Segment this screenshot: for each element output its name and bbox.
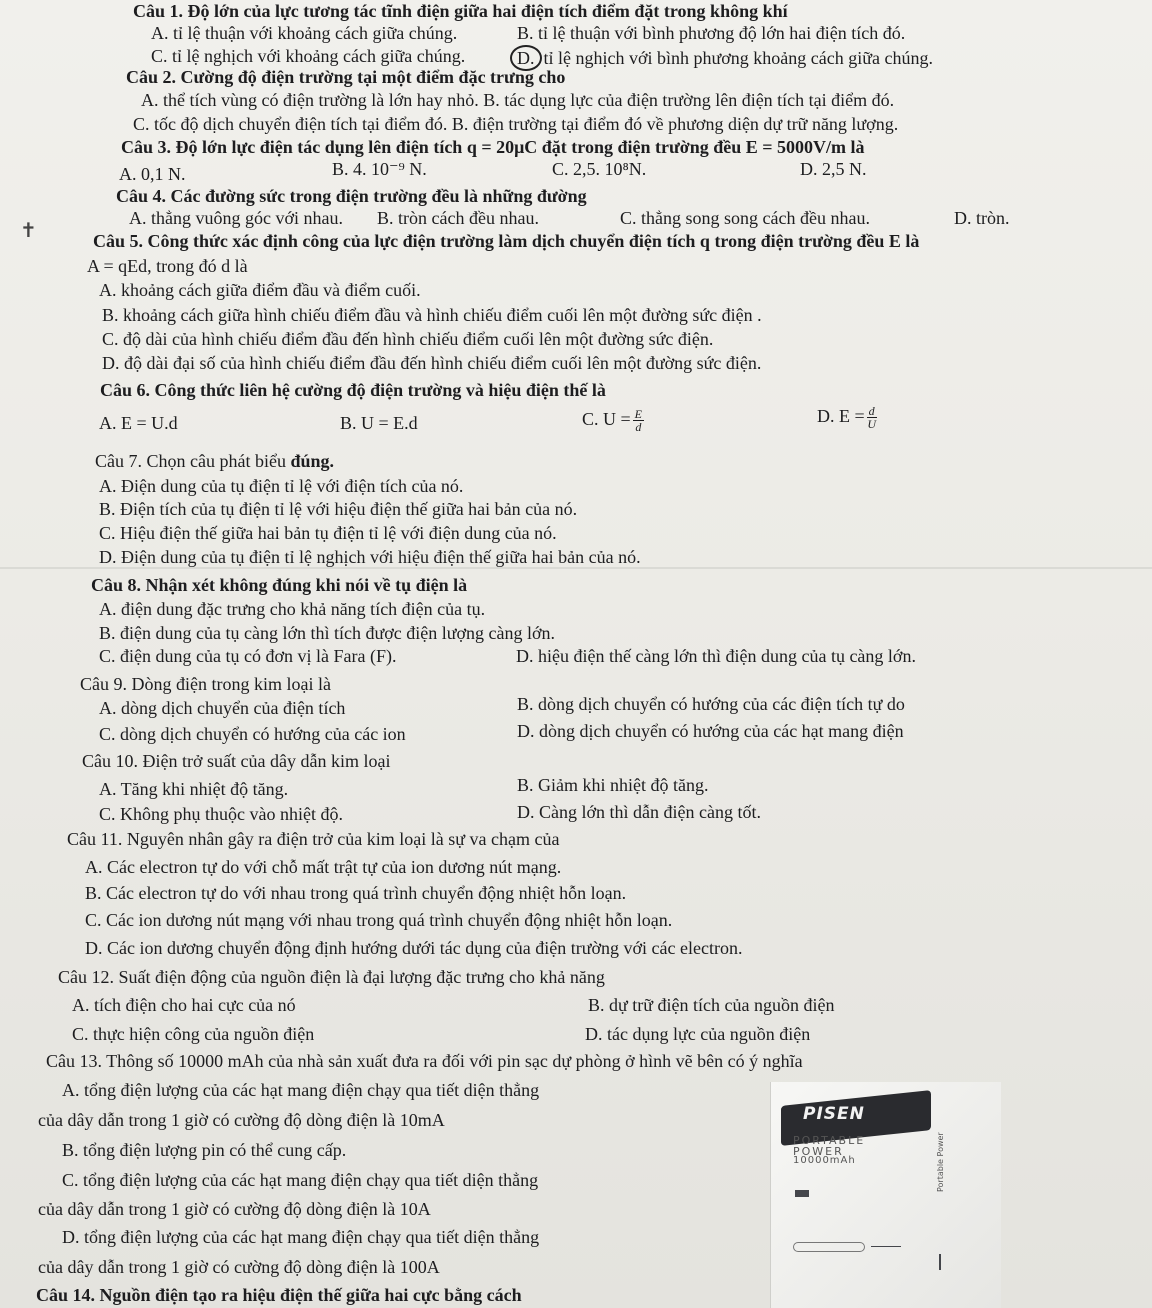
q2-options-ab: A. thể tích vùng có điện trường là lớn hay nhỏ. B. tác dụng lực của điện trường lên điện tích tại điểm đó. — [141, 90, 895, 110]
q10-option-c: C. Không phụ thuộc vào nhiệt độ. — [99, 804, 343, 824]
q5-option-b: B. khoảng cách giữa hình chiếu điểm đầu và hình chiếu điểm cuối lên một đường sức điện . — [102, 305, 762, 325]
power-bank-image — [770, 1082, 1001, 1308]
q10-option-d: D. Càng lớn thì dẫn điện càng tốt. — [517, 802, 761, 822]
q11-option-c: C. Các ion dương nút mạng với nhau trong quá trình chuyển động nhiệt hỗn loạn. — [85, 910, 673, 930]
power-bank-label-power: POWER — [793, 1145, 844, 1158]
q2-options-cd: C. tốc độ dịch chuyển điện tích tại điểm đó. B. điện trường tại điểm đó về phương diện dự trữ năng lượng. — [133, 114, 899, 134]
q8-stem: Câu 8. Nhận xét không đúng khi nói về tụ điện là — [91, 575, 468, 595]
q13-option-b: B. tổng điện lượng pin có thể cung cấp. — [62, 1140, 347, 1160]
q11-stem: Câu 11. Nguyên nhân gây ra điện trở của kim loại là sự va chạm của — [67, 829, 560, 849]
q13-option-c-line1: C. tổng điện lượng của các hạt mang điện chạy qua tiết diện thẳng — [62, 1170, 539, 1190]
q1-option-a: A. tỉ lệ thuận với khoảng cách giữa chúng. — [151, 23, 458, 43]
q5-stem-line2: A = qEd, trong đó d là — [87, 256, 248, 276]
margin-scribble-icon: ✝ — [20, 218, 37, 242]
q3-option-d: D. 2,5 N. — [800, 159, 867, 179]
power-bank-side-label: Portable Power — [936, 1132, 945, 1192]
q3-option-b: B. 4. 10⁻⁹ N. — [332, 159, 427, 179]
q9-stem: Câu 9. Dòng điện trong kim loại là — [80, 674, 331, 694]
power-bank-divider-line — [871, 1246, 901, 1247]
power-bank-side-mark — [939, 1254, 941, 1270]
q9-option-b: B. dòng dịch chuyển có hướng của các điện tích tự do — [517, 694, 905, 714]
q12-option-b: B. dự trữ điện tích của nguồn điện — [588, 995, 835, 1015]
q11-option-d: D. Các ion dương chuyển động định hướng dưới tác dụng của điện trường với các electron. — [85, 938, 743, 958]
q6-option-a: A. E = U.d — [99, 413, 178, 433]
q2-stem: Câu 2. Cường độ điện trường tại một điểm đặc trưng cho — [126, 67, 566, 87]
q6-option-b: B. U = E.d — [340, 413, 418, 433]
q6-stem: Câu 6. Công thức liên hệ cường độ điện trường và hiệu điện thế là — [100, 380, 606, 400]
q5-option-c: C. độ dài của hình chiếu điểm đầu đến hình chiếu điểm cuối lên một đường sức điện. — [102, 329, 714, 349]
q12-option-a: A. tích điện cho hai cực của nó — [72, 995, 296, 1015]
power-bank-port-icon — [795, 1190, 809, 1197]
q7-option-d: D. Điện dung của tụ điện tỉ lệ nghịch với hiệu điện thế giữa hai bản của nó. — [99, 547, 641, 567]
q1-stem: Câu 1. Độ lớn của lực tương tác tĩnh điện giữa hai điện tích điểm đặt trong không khí — [133, 1, 788, 21]
power-bank-capacity: 10000mAh — [793, 1155, 856, 1166]
power-bank-label-portable: PORTABLE — [793, 1134, 866, 1147]
q4-option-c: C. thẳng song song cách đều nhau. — [620, 208, 870, 228]
q5-option-a: A. khoảng cách giữa điểm đầu và điểm cuối. — [99, 280, 421, 300]
q12-stem: Câu 12. Suất điện động của nguồn điện là đại lượng đặc trưng cho khả năng — [58, 967, 605, 987]
q13-option-a-line2: của dây dẫn trong 1 giờ có cường độ dòng điện là 10mA — [38, 1110, 445, 1130]
q12-option-c: C. thực hiện công của nguồn điện — [72, 1024, 315, 1044]
q11-option-b: B. Các electron tự do với nhau trong quá trình chuyển động nhiệt hỗn loạn. — [85, 883, 627, 903]
q10-option-b: B. Giảm khi nhiệt độ tăng. — [517, 775, 709, 795]
q13-option-a-line1: A. tổng điện lượng của các hạt mang điện chạy qua tiết diện thẳng — [62, 1080, 540, 1100]
q8-option-c: C. điện dung của tụ có đơn vị là Fara (F). — [99, 646, 397, 666]
power-bank-led-indicator — [793, 1242, 865, 1252]
q7-option-b: B. Điện tích của tụ điện tỉ lệ với hiệu điện thế giữa hai bản của nó. — [99, 499, 578, 519]
q4-option-b: B. tròn cách đều nhau. — [377, 208, 539, 228]
q10-stem: Câu 10. Điện trở suất của dây dẫn kim loại — [82, 751, 391, 771]
q7-option-c: C. Hiệu điện thế giữa hai bản tụ điện tỉ lệ với điện dung của nó. — [99, 523, 557, 543]
fraction-e-over-d: $\frac{E}{d}$ — [634, 407, 642, 435]
q5-option-d: D. độ dài đại số của hình chiếu điểm đầu đến hình chiếu điểm cuối lên một đường sức điện. — [102, 353, 762, 373]
q1-option-b: B. tỉ lệ thuận với bình phương độ lớn hai điện tích đó. — [517, 23, 906, 43]
q9-option-c: C. dòng dịch chuyển có hướng của các ion — [99, 724, 406, 744]
q1-option-c: C. tỉ lệ nghịch với khoảng cách giữa chúng. — [151, 46, 466, 66]
q11-option-a: A. Các electron tự do với chỗ mất trật tự của ion dương nút mạng. — [85, 857, 562, 877]
power-bank-brand: PISEN — [803, 1104, 865, 1124]
q8-option-d: D. hiệu điện thế càng lớn thì điện dung của tụ càng lớn. — [516, 646, 916, 666]
q6-option-c: C. U = $\frac{E}{d}$ — [582, 407, 642, 435]
fraction-d-over-u: $\frac{d}{U}$ — [867, 404, 876, 432]
q3-option-c: C. 2,5. 10⁸N. — [552, 159, 647, 179]
q4-option-a: A. thẳng vuông góc với nhau. — [129, 208, 343, 228]
q13-option-c-line2: của dây dẫn trong 1 giờ có cường độ dòng điện là 10A — [38, 1199, 431, 1219]
q9-option-a: A. dòng dịch chuyển của điện tích — [99, 698, 346, 718]
q9-option-d: D. dòng dịch chuyển có hướng của các hạt mang điện — [517, 721, 904, 741]
q8-option-a: A. điện dung đặc trưng cho khả năng tích điện của tụ. — [99, 599, 486, 619]
q7-stem: Câu 7. Chọn câu phát biểu đúng. — [95, 451, 335, 471]
q7-option-a: A. Điện dung của tụ điện tỉ lệ với điện tích của nó. — [99, 476, 464, 496]
q6-option-d: D. E = $\frac{d}{U}$ — [817, 404, 876, 432]
q13-option-d-line1: D. tổng điện lượng của các hạt mang điện chạy qua tiết diện thẳng — [62, 1227, 540, 1247]
q13-stem: Câu 13. Thông số 10000 mAh của nhà sản xuất đưa ra đối với pin sạc dự phòng ở hình vẽ bên có ý nghĩa — [46, 1051, 803, 1071]
q1-option-d: D. tỉ lệ nghịch với bình phương khoảng cách giữa chúng. — [510, 45, 933, 71]
q10-option-a: A. Tăng khi nhiệt độ tăng. — [99, 779, 289, 799]
q13-option-d-line2: của dây dẫn trong 1 giờ có cường độ dòng điện là 100A — [38, 1257, 440, 1277]
q4-option-d: D. tròn. — [954, 208, 1010, 228]
q3-option-a: A. 0,1 N. — [119, 164, 186, 184]
q12-option-d: D. tác dụng lực của nguồn điện — [585, 1024, 811, 1044]
q5-stem: Câu 5. Công thức xác định công của lực điện trường làm dịch chuyển điện tích q trong điện trường đều E là — [93, 231, 920, 251]
q3-stem: Câu 3. Độ lớn lực điện tác dụng lên điện tích q = 20μC đặt trong điện trường đều E = 5000V/m là — [121, 137, 865, 157]
q4-stem: Câu 4. Các đường sức trong điện trường đều là những đường — [116, 186, 587, 206]
q14-stem: Câu 14. Nguồn điện tạo ra hiệu điện thế giữa hai cực bằng cách — [36, 1285, 522, 1305]
q8-option-b: B. điện dung của tụ càng lớn thì tích được điện lượng càng lớn. — [99, 623, 555, 643]
answer-circle-mark: D. — [510, 45, 542, 71]
paper-fold-line — [0, 567, 1152, 569]
